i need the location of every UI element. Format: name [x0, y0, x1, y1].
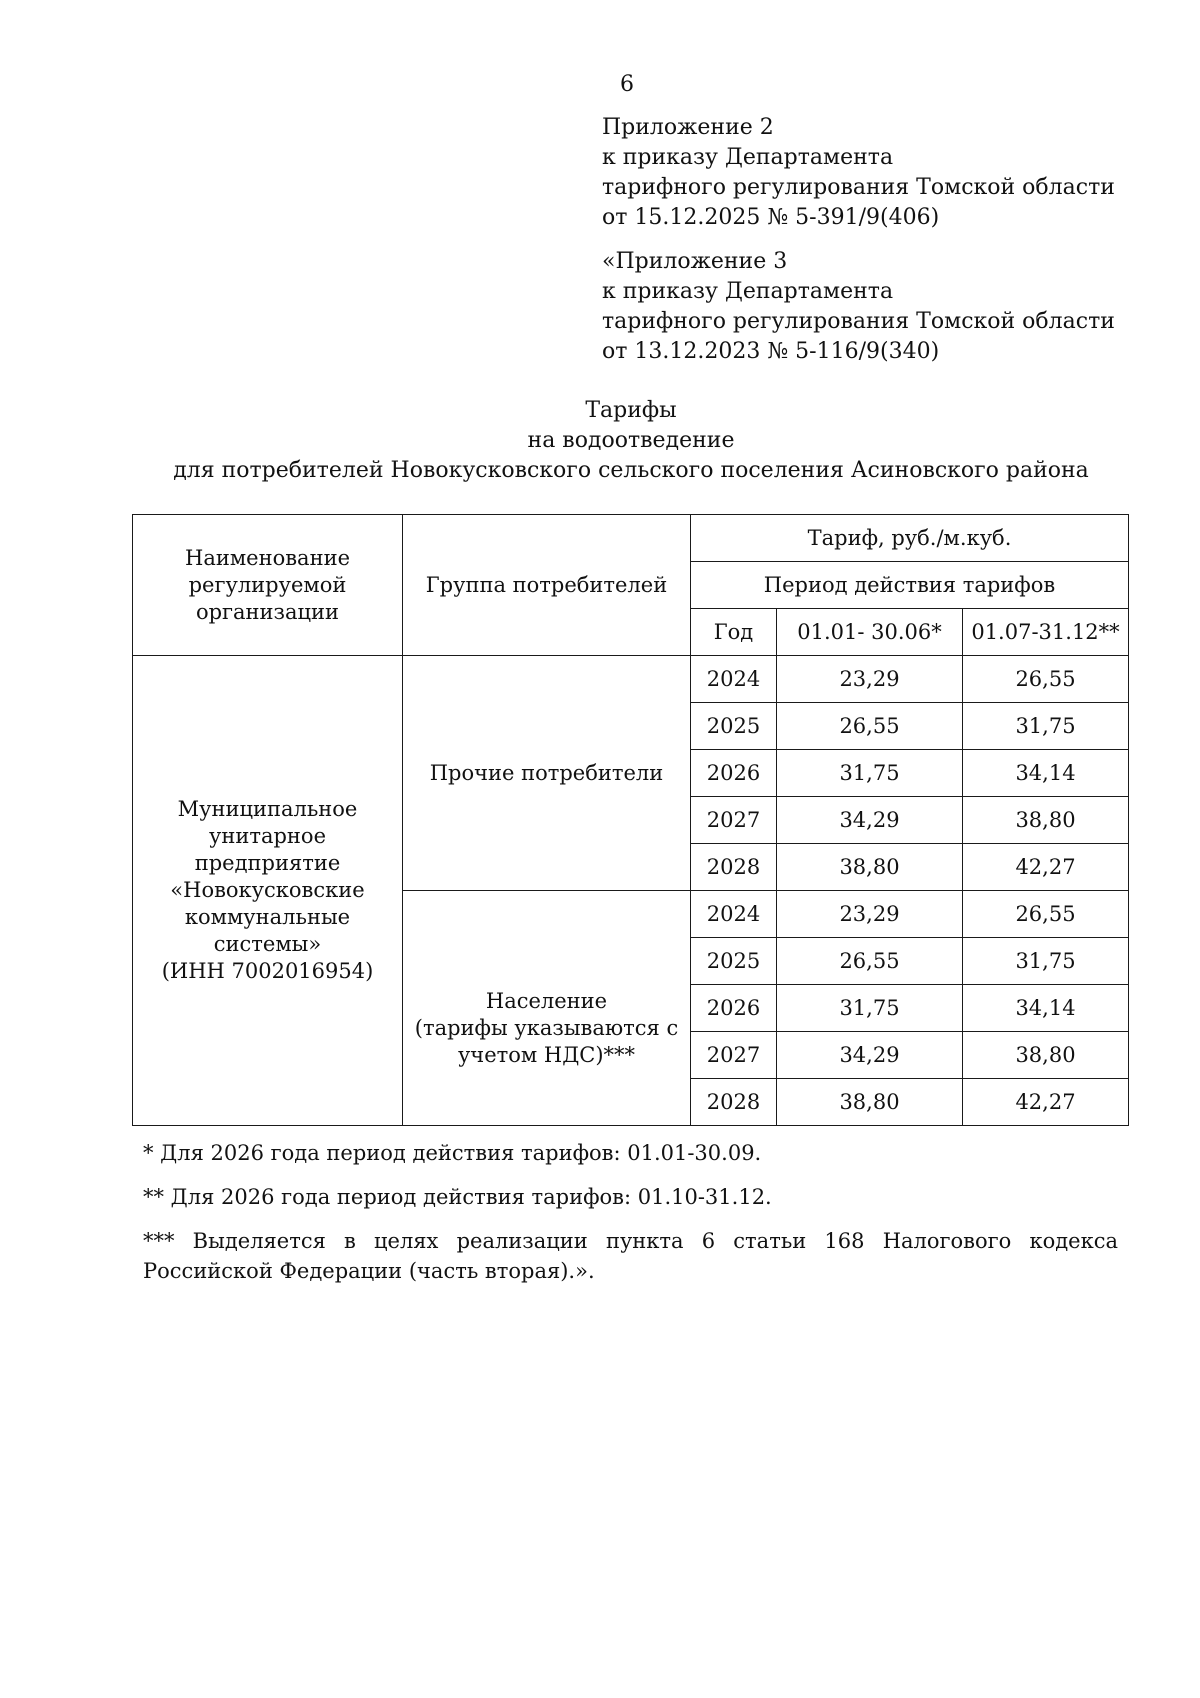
organization-name-cell [133, 656, 403, 1126]
org-column-header: Наименование регулируемой организации [133, 515, 403, 656]
appendix-line: тарифного регулирования Томской области [602, 175, 1115, 200]
group-column-header: Группа потребителей [403, 515, 691, 656]
year-cell: 2028 [691, 1079, 777, 1126]
first-half-tariff-cell: 38,80 [777, 1079, 963, 1126]
second-half-column-header: 01.07-31.12** [963, 609, 1129, 656]
appendix-line: от 13.12.2023 № 5-116/9(340) [602, 339, 940, 364]
year-cell: 2024 [691, 656, 777, 703]
second-half-tariff-cell: 34,14 [963, 985, 1129, 1032]
organization-name-line: (ИНН 7002016954) [161, 959, 374, 983]
organization-name-line: коммунальные [184, 905, 351, 929]
year-cell: 2025 [691, 703, 777, 750]
second-half-tariff-cell: 26,55 [963, 656, 1129, 703]
organization-name-line: Муниципальное [177, 797, 358, 821]
year-cell: 2024 [691, 891, 777, 938]
tariff-unit-header: Тариф, руб./м.куб. [691, 515, 1129, 562]
document-title [0, 396, 1200, 486]
appendix-header-original [602, 247, 1115, 367]
appendix-line: Приложение 2 [602, 115, 774, 140]
consumer-group-line: учетом НДС)*** [457, 1042, 636, 1067]
second-half-tariff-cell: 38,80 [963, 1032, 1129, 1079]
consumer-group-line: Прочие потребители [429, 760, 664, 785]
year-cell: 2027 [691, 1032, 777, 1079]
footnote: * Для 2026 года период действия тарифов: 01.01-30.09. [143, 1141, 762, 1165]
year-cell: 2026 [691, 750, 777, 797]
consumer-group-line: Население [485, 988, 608, 1013]
title-line: Тарифы [585, 398, 677, 423]
footnote: *** Выделяется в целях реализации пункта 6 статьи 168 Налогового кодекса Российской Федерации (часть вторая).». [143, 1229, 1118, 1283]
second-half-tariff-cell: 42,27 [963, 844, 1129, 891]
year-cell: 2027 [691, 797, 777, 844]
second-half-tariff-cell: 26,55 [963, 891, 1129, 938]
organization-name-line: «Новокусковские [170, 878, 365, 902]
second-half-tariff-cell: 42,27 [963, 1079, 1129, 1126]
organization-name-line: унитарное предприятие [194, 824, 341, 875]
appendix-line: тарифного регулирования Томской области [602, 309, 1115, 334]
period-header: Период действия тарифов [691, 562, 1129, 609]
table-header-row [133, 515, 1129, 562]
first-half-column-header: 01.01- 30.06* [777, 609, 963, 656]
year-cell: 2028 [691, 844, 777, 891]
first-half-tariff-cell: 23,29 [777, 891, 963, 938]
appendix-line: к приказу Департамента [602, 279, 894, 304]
appendix-header-current [602, 113, 1115, 233]
footnotes [143, 1138, 1118, 1300]
tariff-table [132, 514, 1129, 1126]
first-half-tariff-cell: 38,80 [777, 844, 963, 891]
second-half-tariff-cell: 34,14 [963, 750, 1129, 797]
appendix-line: от 15.12.2025 № 5-391/9(406) [602, 205, 940, 230]
second-half-tariff-cell: 38,80 [963, 797, 1129, 844]
second-half-tariff-cell: 31,75 [963, 938, 1129, 985]
footnote: ** Для 2026 года период действия тарифов: 01.10-31.12. [143, 1185, 772, 1209]
first-half-tariff-cell: 31,75 [777, 750, 963, 797]
consumer-group-line: (тарифы указываются с [414, 1015, 679, 1040]
first-half-tariff-cell: 34,29 [777, 797, 963, 844]
first-half-tariff-cell: 23,29 [777, 656, 963, 703]
title-line: на водоотведение [527, 428, 735, 453]
first-half-tariff-cell: 26,55 [777, 703, 963, 750]
year-cell: 2026 [691, 985, 777, 1032]
first-half-tariff-cell: 34,29 [777, 1032, 963, 1079]
first-half-tariff-cell: 31,75 [777, 985, 963, 1032]
table-row [133, 656, 1129, 703]
second-half-tariff-cell: 31,75 [963, 703, 1129, 750]
consumer-group-cell [403, 656, 691, 891]
first-half-tariff-cell: 26,55 [777, 938, 963, 985]
appendix-line: к приказу Департамента [602, 145, 894, 170]
year-column-header: Год [691, 609, 777, 656]
page-number: 6 [620, 72, 634, 97]
year-cell: 2025 [691, 938, 777, 985]
appendix-line: «Приложение 3 [602, 249, 788, 274]
consumer-group-cell [403, 891, 691, 1126]
organization-name-line: системы» [213, 932, 322, 956]
title-line: для потребителей Новокусковского сельского поселения Асиновского района [173, 458, 1089, 483]
